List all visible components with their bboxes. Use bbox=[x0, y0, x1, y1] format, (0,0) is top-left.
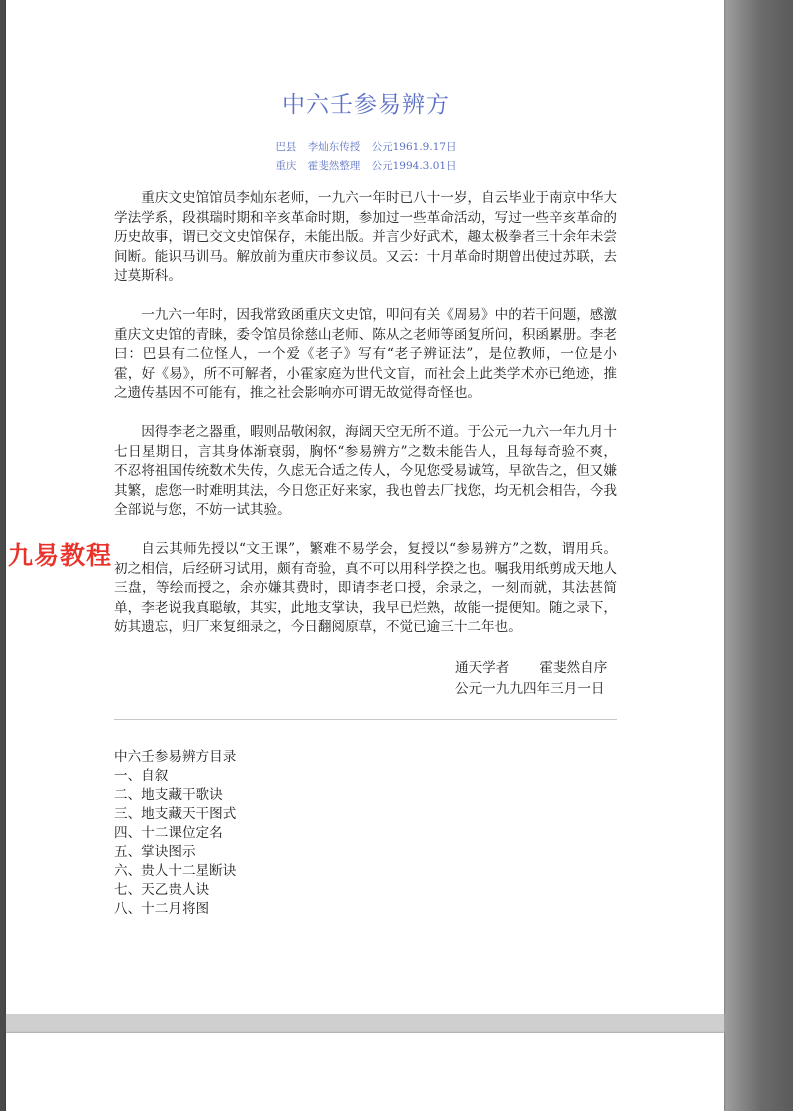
toc-item: 五、掌诀图示 bbox=[114, 844, 196, 860]
toc-item: 六、贵人十二星断诀 bbox=[114, 863, 237, 879]
signature-name: 霍斐然自序 bbox=[539, 660, 608, 676]
credit-line-transmitter: 巴县 李灿东传授 公元1961.9.17日 bbox=[275, 141, 457, 153]
document-page-2[interactable] bbox=[6, 1033, 724, 1111]
preface-body bbox=[114, 189, 617, 657]
document-title: 中六壬参易辨方 bbox=[282, 92, 450, 118]
signature-role: 通天学者 bbox=[455, 660, 510, 676]
preface-paragraph: 重庆文史馆馆员李灿东老师，一九六一年时已八十一岁，自云毕业于南京中华大学法学系，段祺瑞时期和辛亥革命时期，参加过一些革命活动，写过一些辛亥革命的历史故事，谓已交文史馆保存，未能出版。并言少好武术，趣太极拳者三十余年未尝间断。能识马训马。解放前为重庆市参议员。又云：十月革命时期曾出使过苏联，去过莫斯科。 bbox=[114, 190, 617, 285]
signature-date: 公元一九九四年三月一日 bbox=[455, 681, 605, 697]
toc-item: 三、地支藏天干图式 bbox=[114, 806, 237, 822]
preface-paragraph: 自云其师先授以“文王课”，繁难不易学会，复授以“参易辨方”之数，谓用兵。初之相信，后经研习试用，颇有奇验，真不可以用科学揆之也。嘱我用纸剪成天地人三盘，等绘而授之，余亦嫌其费时，即请李老口授，余录之，一刻而就，其法甚简单，李老说我真聪敏，其实，此地支掌诀，我早已烂熟，故能一提便知。随之录下，妨其遗忘，归厂来复细录之，今日翻阅原草，不觉已逾三十二年也。 bbox=[114, 540, 617, 636]
credit-line-editor: 重庆 霍斐然整理 公元1994.3.01日 bbox=[275, 160, 457, 172]
section-divider bbox=[114, 719, 617, 720]
table-of-contents bbox=[114, 748, 236, 919]
page-gap bbox=[6, 1014, 724, 1033]
toc-item: 七、天乙贵人诀 bbox=[114, 882, 210, 898]
watermark-logo: 九易教程 bbox=[8, 541, 113, 570]
signature-line bbox=[455, 656, 617, 676]
preface-paragraph: 一九六一年时，因我常致函重庆文史馆，叩问有关《周易》中的若干问题，感激重庆文史馆的青睐，委令馆员徐慈山老师、陈从之老师等函复所问，积函累册。李老曰：巴县有二位怪人，一个爱《老子》写有“老子辨证法”，是位教师，一位是小霍，好《易》，所不可解者，小霍家庭为世代文盲，而社会上此类学术亦已绝迹，推之遗传基因不可能有，推之社会影响亦可谓无故觉得奇怪也。 bbox=[114, 306, 617, 402]
toc-item: 二、地支藏干歌诀 bbox=[114, 787, 223, 803]
preface-paragraph: 因得李老之器重，暇则品敬闲叙，海阔天空无所不道。于公元一九六一年九月十七日星期日，言其身体渐衰弱，胸怀“参易辨方”之数未能告人，且每每奇验不爽，不忍将祖国传统数术失传，久虑无合适之传人，今见您受易诚笃，早欲告之，但又嫌其繁，虑您一时难明其法，今日您正好来家，我也曾去厂找您，均无机会相告，今我全部说与您，不妨一试其验。 bbox=[114, 423, 617, 519]
toc-item: 四、十二课位定名 bbox=[114, 825, 223, 841]
toc-item: 八、十二月将图 bbox=[114, 901, 210, 917]
toc-item: 一、自叙 bbox=[114, 768, 169, 784]
toc-heading: 中六壬参易辨方目录 bbox=[114, 749, 237, 765]
